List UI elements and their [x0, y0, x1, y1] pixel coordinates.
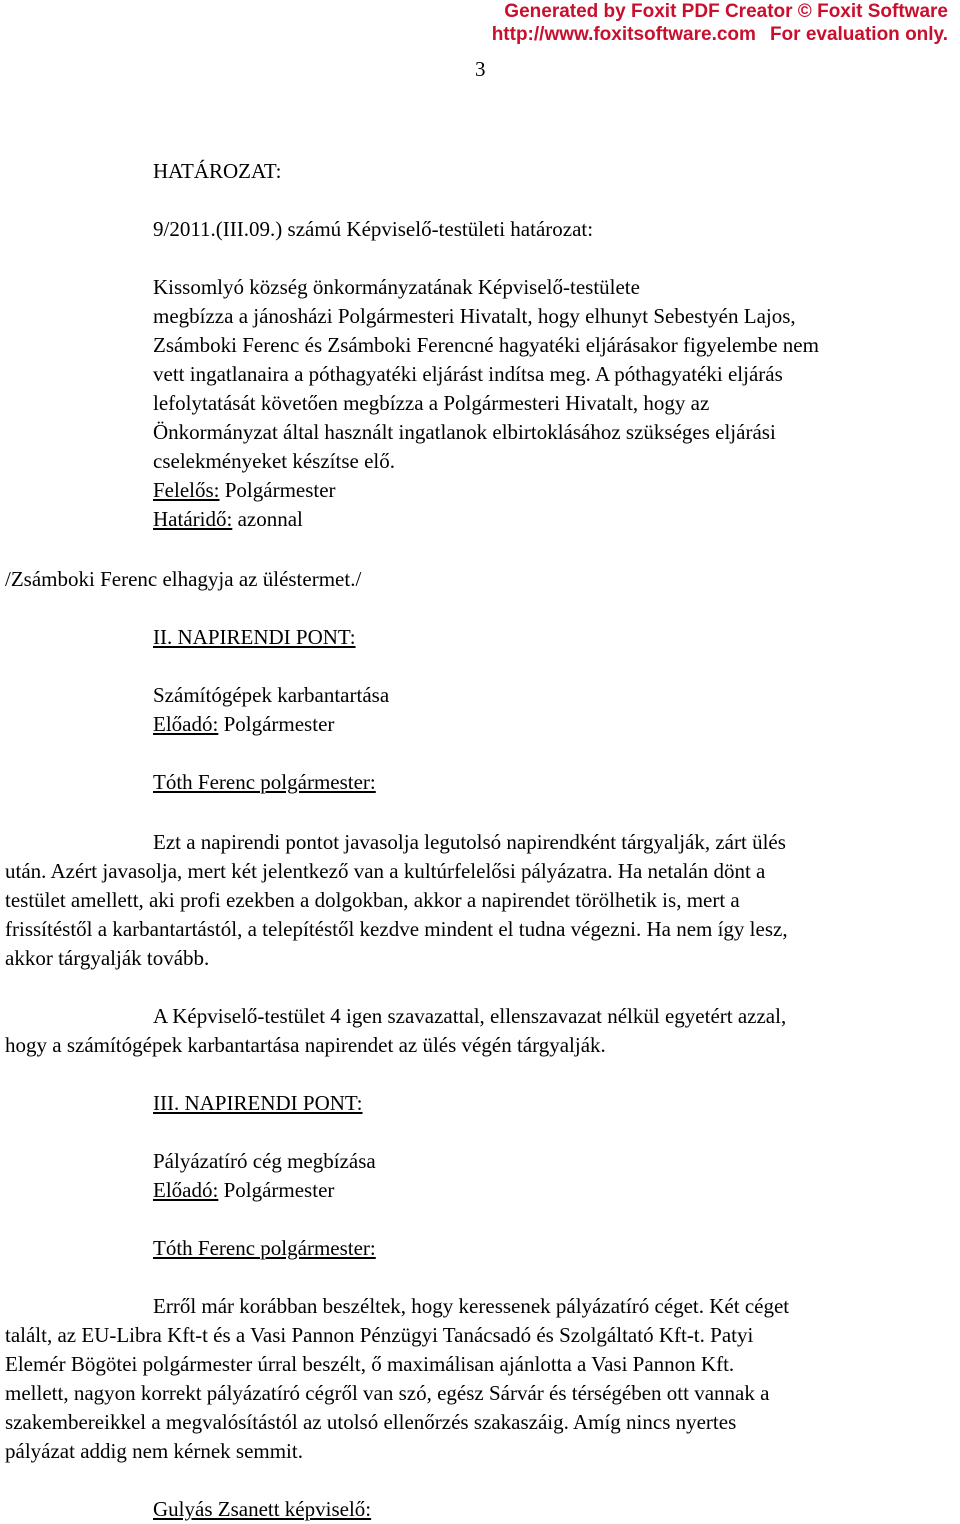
hatarozat-line: megbízza a jánosházi Polgármesteri Hivatalt, hogy elhunyt Sebestyén Lajos, — [153, 304, 796, 328]
paragraph-line: frissítéstől a karbantartástól, a telepítéstől kezdve mindent el tudna végezni. Ha nem így lesz, — [5, 917, 788, 941]
paragraph-line: talált, az EU-Libra Kft-t és a Vasi Pannon Pénzügyi Tanácsadó és Szolgáltató Kft-t. Patyi — [5, 1323, 754, 1347]
hatarozat-line: Önkormányzat által használt ingatlanok elbirtoklásához szükséges eljárási — [153, 420, 776, 444]
item3-paragraph — [5, 1292, 960, 1466]
hatarido-line — [153, 505, 819, 534]
item3-speaker: Tóth Ferenc polgármester: — [153, 1236, 376, 1260]
paragraph-line — [5, 1292, 960, 1321]
hatarozat-line: Zsámboki Ferenc és Zsámboki Ferencné hagyatéki eljárásakor figyelembe nem — [153, 333, 819, 357]
item2-heading: II. NAPIRENDI PONT: — [153, 625, 356, 649]
page-number: 3 — [475, 57, 486, 81]
paragraph-line: testület amellett, aki profi ezekben a dolgokban, akkor a napirendet törölhetik is, mert a — [5, 888, 740, 912]
foxit-watermark — [492, 0, 948, 46]
felelos-label: Felelős: — [153, 478, 220, 502]
hatarozat-number: 9/2011.(III.09.) számú Képviselő-testületi határozat: — [153, 217, 594, 241]
item2-eloado — [153, 710, 334, 739]
watermark-url: http://www.foxitsoftware.com — [491, 24, 756, 45]
item2-vote — [5, 1002, 960, 1060]
note-leaves: /Zsámboki Ferenc elhagyja az üléstermet./ — [5, 567, 362, 591]
eloado-value: Polgármester — [223, 712, 335, 736]
felelos-line — [153, 476, 819, 505]
item3-heading: III. NAPIRENDI PONT: — [153, 1091, 363, 1115]
paragraph-line-text: Ezt a napirendi pontot javasolja legutolsó napirendként tárgyalják, zárt ülés — [153, 830, 786, 854]
item3-next-speaker: Gulyás Zsanett képviselő: — [153, 1497, 372, 1521]
item3-eloado — [153, 1176, 334, 1205]
paragraph-line-text: Erről már korábban beszéltek, hogy keressenek pályázatíró céget. Két céget — [153, 1294, 790, 1318]
watermark-line1: Generated by Foxit PDF Creator © Foxit Software — [504, 1, 948, 22]
item2-title: Számítógépek karbantartása — [153, 683, 390, 707]
watermark-note: For evaluation only. — [769, 24, 948, 45]
vote-line: hogy a számítógépek karbantartása napirendet az ülés végén tárgyalják. — [5, 1033, 606, 1057]
hatarozat-line: vett ingatlanaira a póthagyatéki eljárást indítsa meg. A póthagyatéki eljárás — [153, 362, 783, 386]
item2-speaker: Tóth Ferenc polgármester: — [153, 770, 376, 794]
paragraph-line: után. Azért javasolja, mert két jelentkező van a kultúrfelelősi pályázatra. Ha netalán dönt a — [5, 859, 766, 883]
vote-line-text: A Képviselő-testület 4 igen szavazattal, ellenszavazat nélkül egyetért azzal, — [153, 1004, 787, 1028]
paragraph-line: akkor tárgyalják tovább. — [5, 946, 210, 970]
hatarozat-line: lefolytatását követően megbízza a Polgármesteri Hivatalt, hogy az — [153, 391, 710, 415]
hatarozat-heading: HATÁROZAT: — [153, 159, 282, 183]
paragraph-line: Elemér Bögötei polgármester úrral beszélt, ő maximálisan ajánlotta a Vasi Pannon Kft. — [5, 1352, 735, 1376]
eloado-label: Előadó: — [153, 1178, 219, 1202]
hatarido-value: azonnal — [237, 507, 303, 531]
paragraph-line: pályázat addig nem kérnek semmit. — [5, 1439, 303, 1463]
hatarozat-line: cselekményeket készítse elő. — [153, 449, 395, 473]
paragraph-line: mellett, nagyon korrekt pályázatíró cégről van szó, egész Sárvár és térségében ott vannak a — [5, 1381, 770, 1405]
watermark-line2 — [492, 23, 948, 46]
paragraph-line: szakembereikkel a megvalósítástól az utolsó ellenőrzés szakaszáig. Amíg nincs nyertes — [5, 1410, 737, 1434]
paragraph-line — [5, 828, 960, 857]
eloado-value: Polgármester — [223, 1178, 335, 1202]
hatarido-label: Határidő: — [153, 507, 233, 531]
item3-title: Pályázatíró cég megbízása — [153, 1149, 376, 1173]
felelos-value: Polgármester — [224, 478, 336, 502]
vote-line — [5, 1002, 960, 1031]
eloado-label: Előadó: — [153, 712, 219, 736]
item2-paragraph — [5, 828, 960, 973]
hatarozat-body — [153, 273, 819, 534]
hatarozat-line: Kissomlyó község önkormányzatának Képviselő-testülete — [153, 275, 640, 299]
